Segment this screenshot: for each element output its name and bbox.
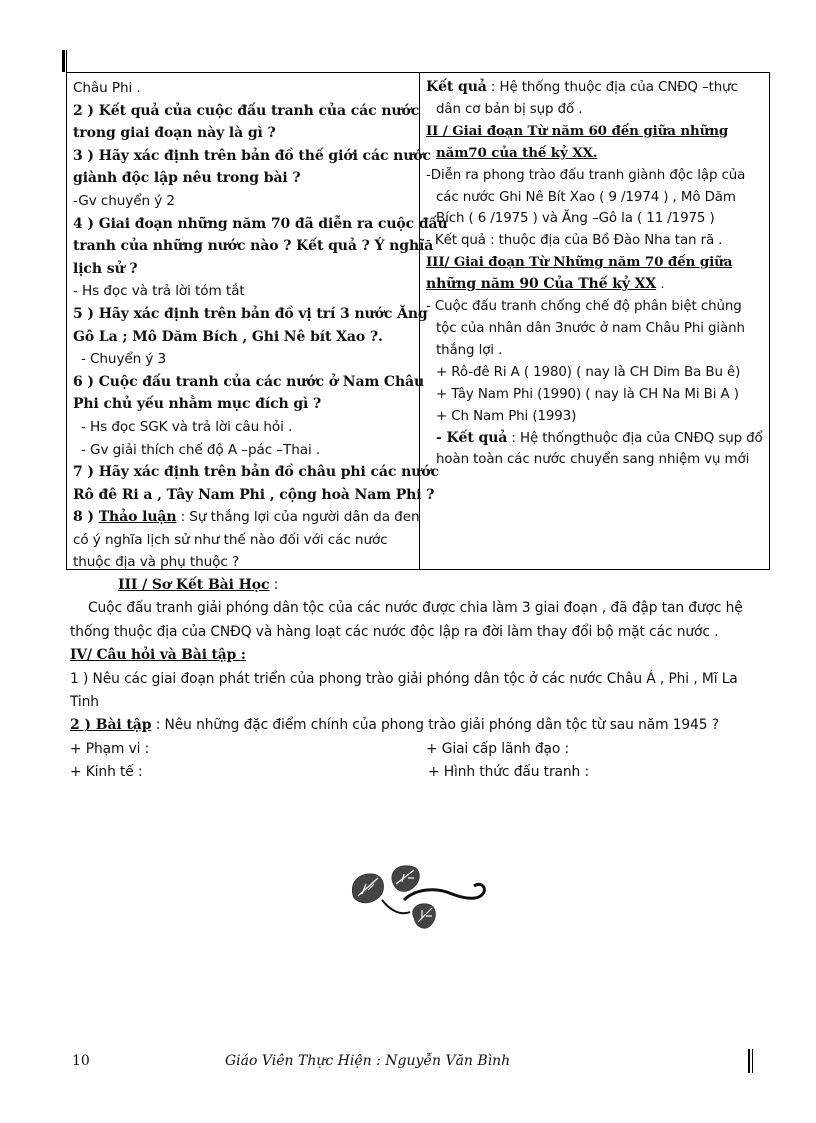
page-footer [0,1053,816,1077]
question-line: Rô đê Ri a , Tây Nam Phi , cộng hoà Nam Phi ? [73,486,435,503]
content-line: các nước Ghi Nê Bít Xao ( 9 /1974 ) , Mô Dăm [436,189,736,205]
exercise-points-row [70,738,770,761]
content-line: - Kết quả : thuộc địa của Bồ Đào Nha tan rã . [426,233,723,249]
result-line: Kết quả : Hệ thống thuộc địa của CNĐQ –thực [426,79,738,95]
content-line: + Rô-đê Ri A ( 1980) ( nay là CH Dim Ba Bu ê) [436,364,741,380]
left-line: - Gv giải thích chế độ A –pác –Thai . [81,441,321,458]
left-line: - Hs đọc SGK và trả lời câu hỏi . [81,418,293,435]
content-line: dân cơ bản bị sụp đổ . [436,101,583,117]
summary-text: Cuộc đấu tranh giải phóng dân tộc của các nước được chia làm 3 giai đoạn , đã đập tan được hệ [88,600,743,617]
section-heading-cont: năm70 của thế kỷ XX. [436,144,598,161]
section-heading: III/ Giai đoạn Từ Những năm 70 đến giữa [426,254,733,271]
lesson-table [66,72,770,570]
lesson-summary-section [70,574,770,785]
exercise-line: 2 ) Bài tập : Nêu những đặc điểm chính của phong trào giải phóng dân tộc từ sau năm 1945 ? [70,717,719,734]
point-struggle-form: + Hình thức đấu tranh : [428,764,589,781]
leaf-ornament-icon [344,860,488,940]
content-line: tộc của nhân dân 3nước ở nam Châu Phi giành [436,320,745,336]
page-edge-mark [748,1049,750,1073]
summary-text: thống thuộc địa của CNĐQ và hàng loạt các nước độc lập ra đời làm thay đổi bộ mặt các nước . [70,623,719,640]
left-line: có ý nghĩa lịch sử như thế nào đối với các nước [73,531,388,548]
question-line: Gô La ; Mô Dăm Bích , Ghi Nê bít Xao ?. [73,328,383,345]
result-line: - Kết quả : Hệ thốngthuộc địa của CNĐQ sụp đổ [436,429,763,446]
question-line: lịch sử ? [73,260,138,277]
section-heading: II / Giai đoạn Từ năm 60 đến giữa những [426,122,729,139]
question-line: trong giai đoạn này là gì ? [73,125,276,142]
question-line: giành độc lập nêu trong bài ? [73,170,301,187]
lesson-content [420,73,769,569]
content-line: + Ch Nam Phi (1993) [436,408,577,424]
question-line: 6 ) Cuộc đấu tranh của các nước ở Nam Châu [73,373,425,390]
left-line: Châu Phi . [73,80,141,96]
content-line: + Tây Nam Phi (1990) ( nay là CH Na Mi Bi A ) [436,386,739,402]
question-line: 4 ) Giai đoạn những năm 70 đã diễn ra cuộc đấu [73,215,448,232]
content-line: -Diễn ra phong trào đấu tranh giành độc lập của [426,167,746,183]
point-scope: + Phạm vi : [70,740,150,757]
page-edge-mark-thin [66,50,67,72]
content-line: - Cuộc đấu tranh chống chế độ phân biệt chủng [426,299,742,315]
left-line: -Gv chuyển ý 2 [73,192,175,209]
question-line: 2 ) Kết quả của cuộc đấu tranh của các nước [73,102,420,119]
question-line: 3 ) Hãy xác định trên bản đồ thế giới các nước [73,147,431,164]
content-line: Bích ( 6 /1975 ) và Ăng –Gô la ( 11 /1975 ) [436,211,715,227]
teacher-name: Giáo Viên Thực Hiện : Nguyễn Văn Bình [225,1053,511,1069]
question-line: 5 ) Hãy xác định trên bản đồ vị trí 3 nước Ăng [73,305,428,322]
question-text: Tinh [70,694,99,711]
point-economy: + Kinh tế : [70,764,143,781]
exercise-points-row [70,761,770,784]
question-line: tranh của những nước nào ? Kết quả ? Ý nghĩa [73,238,434,255]
left-line: - Chuyển ý 3 [81,351,167,368]
left-line: - Hs đọc và trả lời tóm tắt [73,283,245,300]
point-leading-class: + Giai cấp lãnh đạo : [426,740,570,757]
teacher-student-activities [67,73,448,571]
page-edge-mark [62,50,65,72]
summary-heading: III / Sơ Kết Bài Học : [118,577,279,593]
content-line: thắng lợi . [436,342,503,358]
page-edge-mark-thin [752,1049,753,1073]
question-line: Phi chủ yếu nhằm mục đích gì ? [73,396,322,413]
page-number: 10 [72,1053,90,1069]
question-line: 7 ) Hãy xác định trên bản đồ châu phi các nước [73,464,439,481]
discussion-question: 8 ) Thảo luận : Sự thắng lợi của người dân da đen [73,509,420,526]
exercises-heading: IV/ Câu hỏi và Bài tập : [70,647,246,664]
left-line: thuộc địa và phụ thuộc ? [73,554,240,571]
question-text: 1 ) Nêu các giai đoạn phát triển của phong trào giải phóng dân tộc ở các nước Châu Á , Phi , Mĩ La [70,670,738,687]
content-line: hoàn toàn các nước chuyển sang nhiệm vụ mới [436,452,750,468]
discussion-label: Thảo luận [98,509,177,526]
section-heading-cont: những năm 90 Của Thế kỷ XX . [426,276,665,293]
